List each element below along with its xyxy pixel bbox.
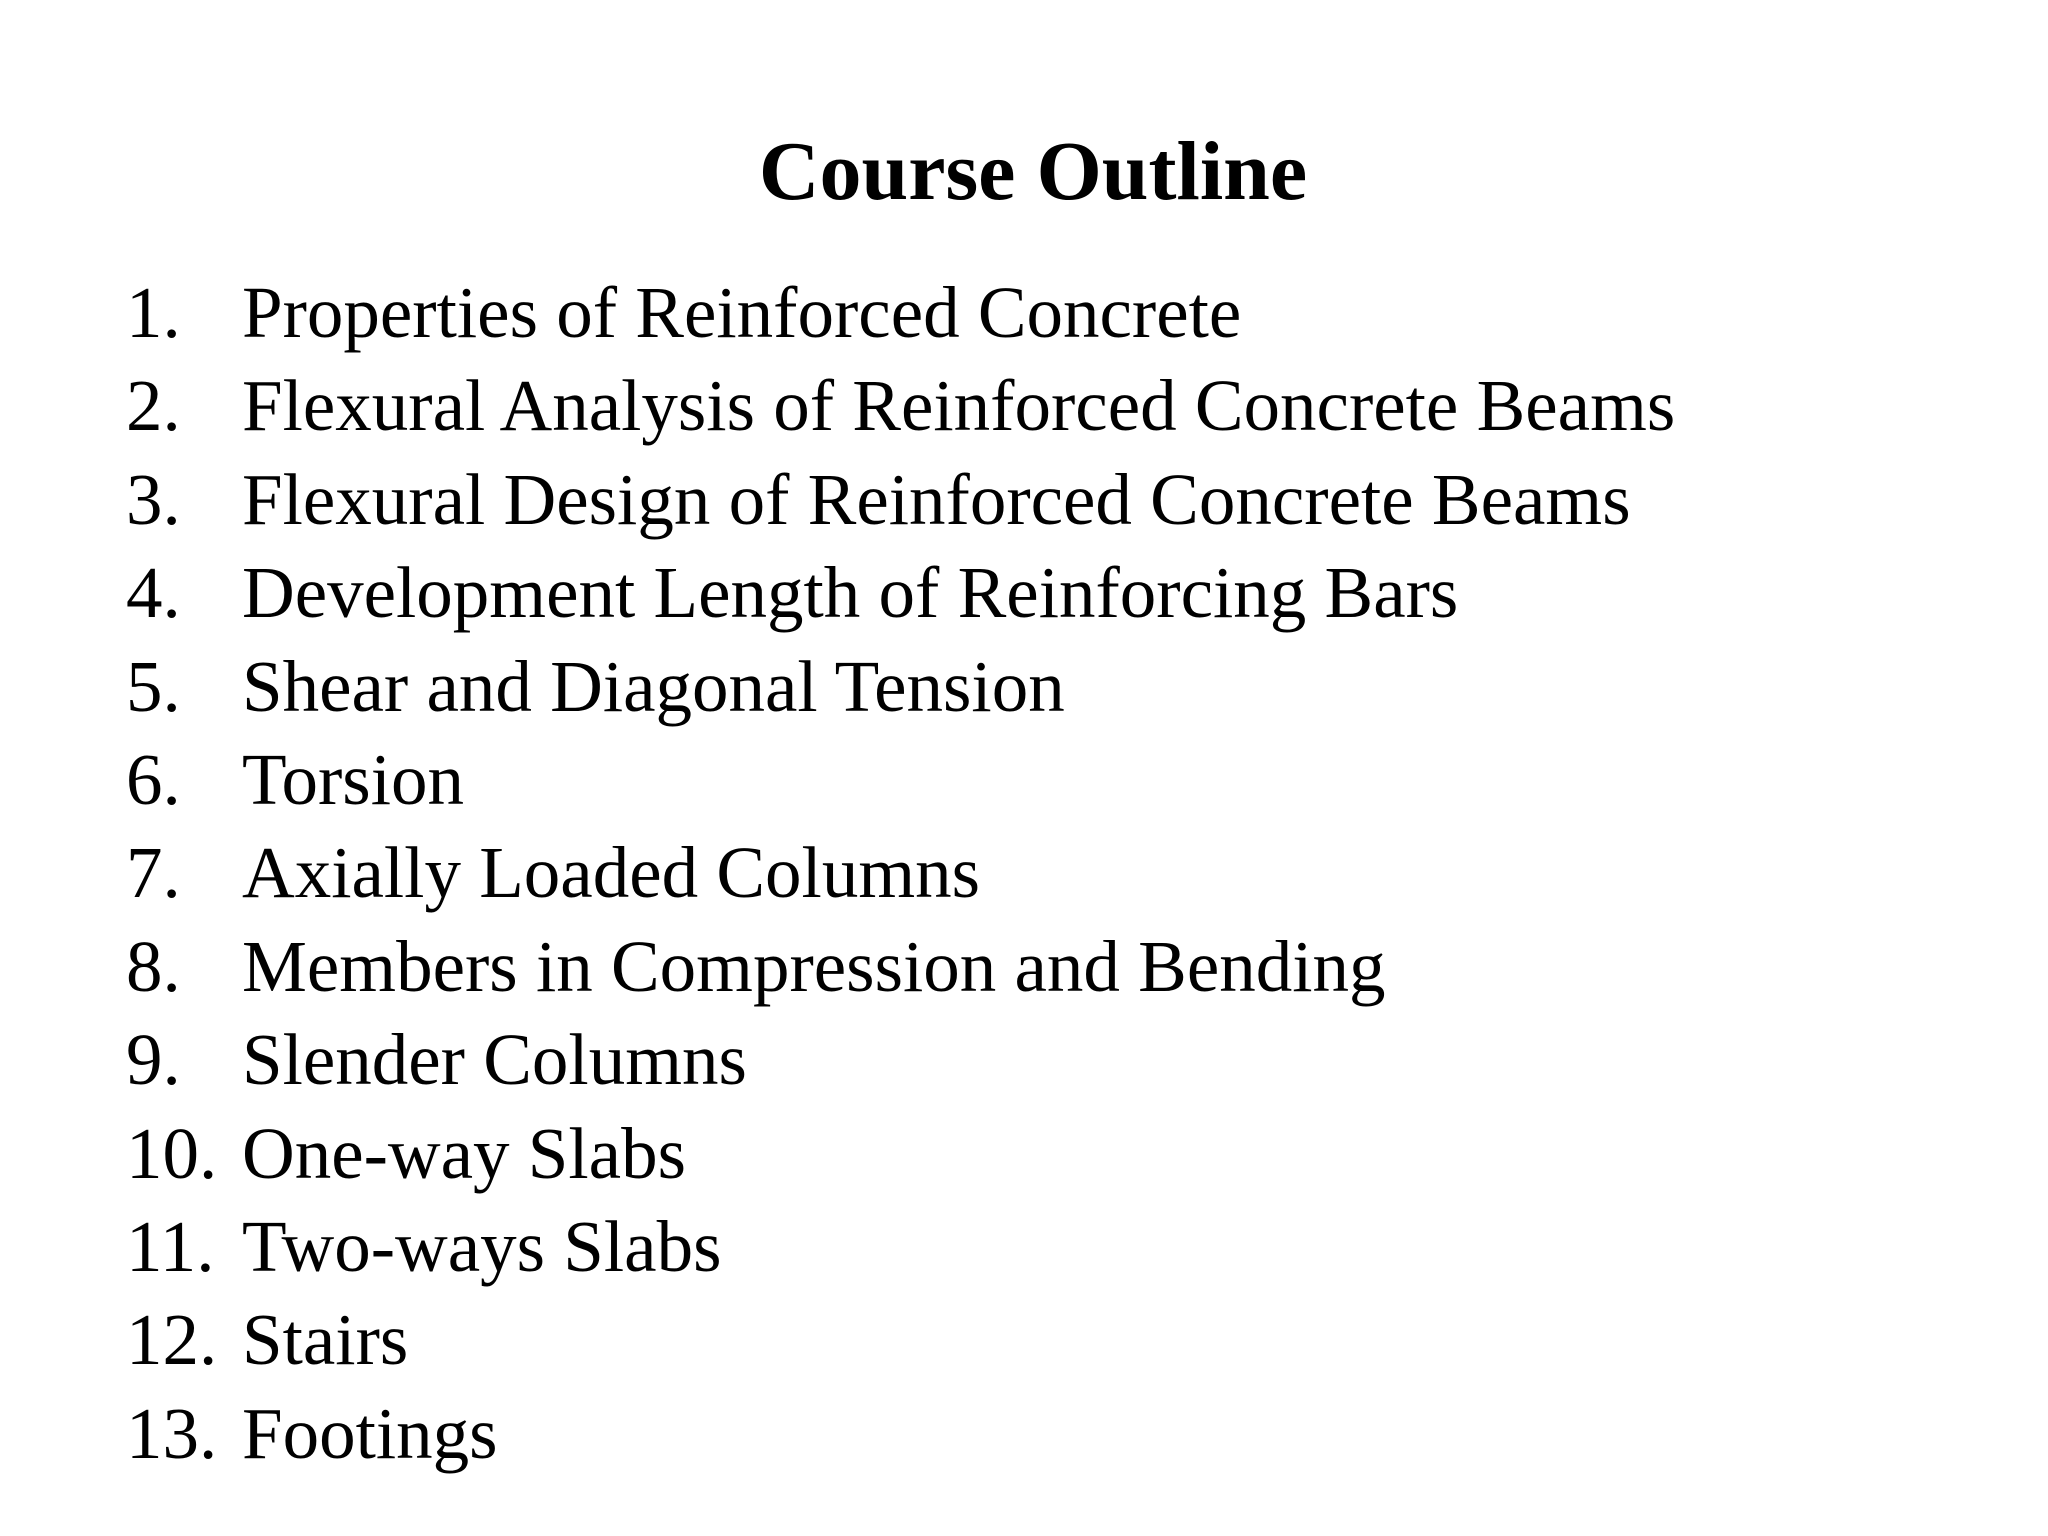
list-item: [126, 453, 1675, 546]
list-item: [126, 546, 1675, 639]
item-number: 1.: [126, 272, 181, 353]
item-text: One-way Slabs: [242, 1112, 686, 1194]
item-number: 8.: [126, 925, 181, 1007]
item-text: Torsion: [242, 738, 464, 820]
item-text: Flexural Design of Reinforced Concrete Beams: [242, 458, 1631, 540]
list-item: [126, 1013, 1675, 1106]
item-number: 10.: [126, 1112, 218, 1194]
item-number: 3.: [126, 458, 181, 540]
item-number: 6.: [126, 738, 181, 820]
item-number: 13.: [126, 1392, 218, 1474]
item-text: Properties of Reinforced Concrete: [242, 272, 1242, 353]
list-item: [126, 266, 1675, 359]
list-item: [126, 826, 1675, 919]
item-number: 9.: [126, 1019, 181, 1101]
item-text: Stairs: [242, 1299, 409, 1381]
list-item: [126, 733, 1675, 826]
item-text: Development Length of Reinforcing Bars: [242, 552, 1459, 634]
item-text: Slender Columns: [242, 1019, 747, 1101]
list-item: [126, 640, 1675, 733]
item-number: 4.: [126, 552, 181, 634]
item-number: 12.: [126, 1299, 218, 1381]
item-number: 5.: [126, 645, 181, 727]
item-text: Shear and Diagonal Tension: [242, 645, 1065, 727]
item-number: 7.: [126, 832, 181, 914]
item-text: Axially Loaded Columns: [242, 832, 981, 914]
item-text: Two-ways Slabs: [242, 1205, 722, 1287]
item-number: 11.: [126, 1205, 215, 1287]
list-item: [126, 359, 1675, 452]
list-item: [126, 920, 1675, 1013]
course-outline-list: [126, 266, 1675, 1480]
list-item: [126, 1387, 1675, 1480]
list-item: [126, 1107, 1675, 1200]
item-text: Members in Compression and Bending: [242, 925, 1386, 1007]
slide-title: Course Outline: [758, 125, 1308, 218]
item-number: 2.: [126, 365, 181, 447]
list-item: [126, 1200, 1675, 1293]
item-text: Footings: [242, 1392, 498, 1474]
item-text: Flexural Analysis of Reinforced Concrete Beams: [242, 365, 1676, 447]
list-item: [126, 1293, 1675, 1386]
